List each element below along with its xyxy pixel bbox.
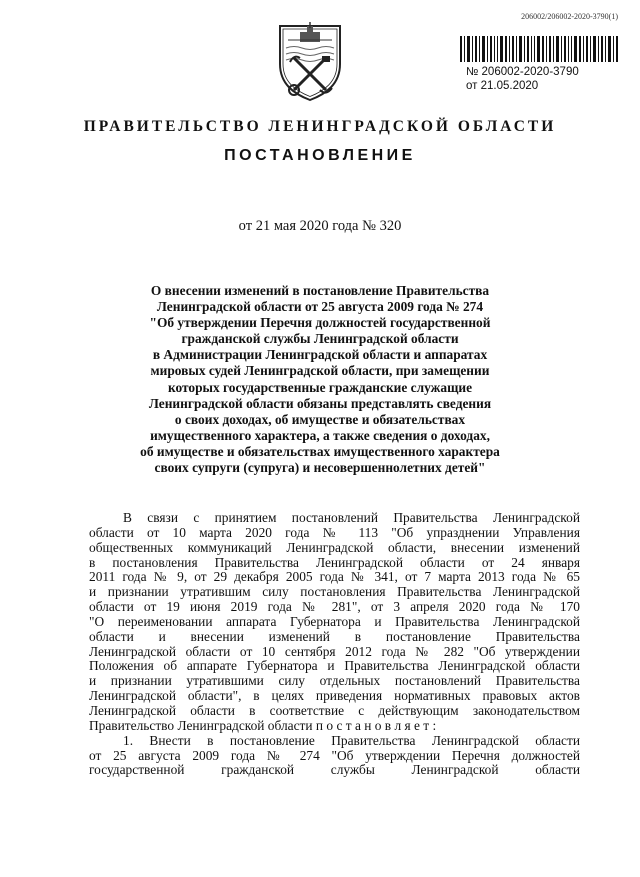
body-line: от 25 августа 2009 года № 274 "Об утверждении Перечня должностей xyxy=(89,747,580,763)
body-line: общественных коммуникаций Ленинградской области, внесении изменений xyxy=(89,539,580,555)
body-line: Ленинградской области", в целях приведения нормативных правовых актов xyxy=(89,688,580,704)
body-line: 1. Внести в постановление Правительства Ленинградской области xyxy=(123,732,580,748)
registration-number: № 206002-2020-3790 xyxy=(466,66,579,78)
title-line: которых государственные гражданские служащие xyxy=(167,379,473,395)
document-body xyxy=(89,511,580,778)
title-line: Ленинградской области обязаны представлять сведения xyxy=(148,395,492,411)
document-date-number: от 21 мая 2020 года № 320 xyxy=(238,218,402,234)
body-line: "О переименовании аппарата Губернатора и Правительства Ленинградской xyxy=(89,613,580,629)
title-line: своих супруги (супруга) и несовершеннолетних детей" xyxy=(154,460,486,476)
title-line: О внесении изменений в постановление Правительства xyxy=(150,283,490,298)
document-kind: ПОСТАНОВЛЕНИЕ xyxy=(224,147,416,164)
organization-name: ПРАВИТЕЛЬСТВО ЛЕНИНГРАДСКОЙ ОБЛАСТИ xyxy=(83,118,557,135)
body-line: в постановления Правительства Ленинградской области от 24 января xyxy=(89,554,580,570)
title-line: гражданской службы Ленинградской области xyxy=(181,331,459,347)
leningrad-oblast-coat-of-arms-icon xyxy=(274,20,346,104)
body-line: области от 19 июня 2019 года № 281", от 3 апреля 2020 года № 170 xyxy=(89,599,580,615)
document-id: 206002/206002-2020-3790(1) xyxy=(521,12,618,21)
title-line: о своих доходах, об имуществе и обязательствах xyxy=(174,411,466,427)
body-line: 2011 года № 9, от 29 декабря 2005 года № 341, от 7 марта 2013 года № 65 xyxy=(89,569,580,585)
body-line: области от 10 марта 2020 года № 113 "Об упразднении Управления xyxy=(89,524,580,540)
title-line: "Об утверждении Перечня должностей государственной xyxy=(149,315,491,331)
body-line: и признании утратившим силу постановления Правительства Ленинградской xyxy=(89,584,580,600)
body-line: В связи с принятием постановлений Правительства Ленинградской xyxy=(123,510,580,525)
barcode xyxy=(460,36,618,62)
title-line: об имуществе и обязательствах имущественного характера xyxy=(140,443,500,459)
title-line: мировых судей Ленинградской области, при замещении xyxy=(150,363,490,379)
registration-date: от 21.05.2020 xyxy=(466,80,539,92)
document-title xyxy=(100,283,540,476)
body-line: государственной гражданской службы Ленинградской области xyxy=(89,762,580,778)
title-line: имущественного характера, а также сведения о доходах, xyxy=(150,427,490,443)
body-line: Ленинградской области в соответствие с действующим законодательством xyxy=(89,702,580,718)
title-line: Ленинградской области от 25 августа 2009 года № 274 xyxy=(156,299,484,315)
body-line: области и внесении изменений в постановление Правительства xyxy=(89,628,580,644)
body-line: Ленинградской области от 10 сентября 2012 года № 282 "Об утверждении xyxy=(89,643,580,659)
body-line: Положения об аппарате Губернатора и Правительства Ленинградской области xyxy=(89,658,580,674)
title-line: в Администрации Ленинградской области и аппаратах xyxy=(152,347,488,363)
body-line: Правительство Ленинградской области п о с т а н о в л я е т : xyxy=(89,717,437,733)
body-line: и признании утратившими силу отдельных постановлений Правительства xyxy=(89,673,580,689)
